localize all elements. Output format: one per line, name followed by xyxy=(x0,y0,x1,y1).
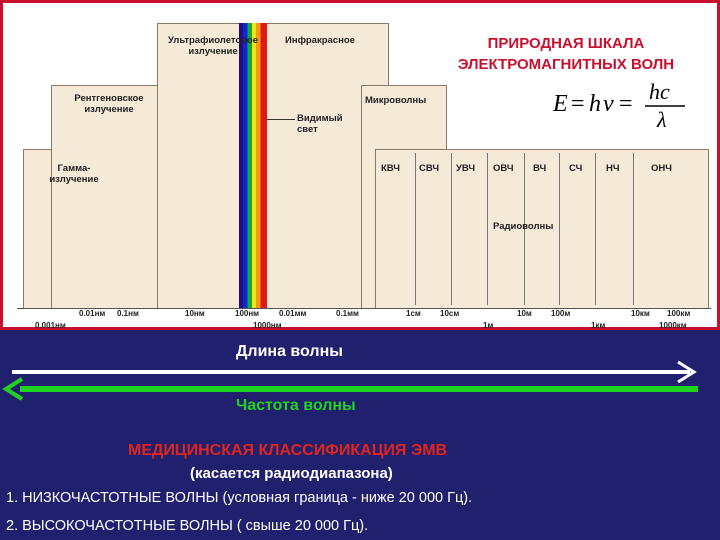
tick-0-01nm: 0.01нм xyxy=(79,309,106,318)
visible-light-label xyxy=(297,113,343,135)
formula-e: E xyxy=(553,91,568,117)
tick-1km: 1км xyxy=(591,321,606,330)
tick-1000km: 1000км xyxy=(659,321,687,330)
tick-100nm: 100нм xyxy=(235,309,260,318)
photon-energy-formula xyxy=(551,79,701,129)
formula-nu: ν xyxy=(603,91,614,117)
band-uhf: УВЧ xyxy=(456,163,476,174)
visible-spectrum-rainbow xyxy=(239,23,267,309)
formula-numerator: hc xyxy=(649,79,670,104)
tick-100km: 100км xyxy=(667,309,691,318)
gamma-label-line1: Гамма- xyxy=(57,163,91,174)
diagram-title-line2: ЭЛЕКТРОМАГНИТНЫХ ВОЛН xyxy=(457,56,675,73)
gamma-label xyxy=(33,163,115,185)
classification-item-low-frequency: 1. НИЗКОЧАСТОТНЫЕ ВОЛНЫ (условная граница - ниже 20 000 Гц). xyxy=(6,490,473,506)
band-shf: СВЧ xyxy=(419,163,440,174)
frequency-label: Частота волны xyxy=(236,397,356,414)
formula-eq2: = xyxy=(619,91,633,117)
tick-0-001nm: 0.001нм xyxy=(35,321,66,330)
tick-1m: 1м xyxy=(483,321,494,330)
band-separator xyxy=(633,153,634,305)
band-hf: ВЧ xyxy=(533,163,547,174)
formula-eq1: = xyxy=(571,91,585,117)
band-lf: НЧ xyxy=(606,163,620,174)
visible-light-label-line2: свет xyxy=(297,124,318,135)
formula-h: h xyxy=(589,91,601,117)
classification-item-high-frequency: 2. ВЫСОКОЧАСТОТНЫЕ ВОЛНЫ ( свыше 20 000 Гц). xyxy=(6,518,369,534)
tick-0-1nm: 0.1нм xyxy=(117,309,139,318)
tick-100m: 100м xyxy=(551,309,571,318)
visible-light-label-line1: Видимый xyxy=(297,113,343,124)
ultraviolet-block xyxy=(157,23,245,309)
tick-1cm: 1см xyxy=(406,309,421,318)
classification-subtitle: (касается радиодиапазона) xyxy=(190,465,393,482)
band-vhf: ОВЧ xyxy=(493,163,514,174)
radio-label: Радиоволны xyxy=(493,221,554,232)
infrared-label: Инфракрасное xyxy=(285,35,355,46)
band-separator xyxy=(487,153,488,305)
tick-0-1mm: 0.1мм xyxy=(336,309,359,318)
xray-label xyxy=(53,93,165,115)
formula-denominator: λ xyxy=(657,107,667,129)
tick-1000nm: 1000нм xyxy=(253,321,282,330)
band-separator xyxy=(451,153,452,305)
tick-10cm: 10см xyxy=(440,309,460,318)
microwave-label: Микроволны xyxy=(365,95,427,106)
ultraviolet-label xyxy=(153,35,273,57)
ultraviolet-label-line1: Ультрафиолетовое xyxy=(167,35,258,46)
tick-10m: 10м xyxy=(517,309,532,318)
frequency-arrow xyxy=(0,377,720,401)
band-separator xyxy=(415,153,416,305)
band-separator xyxy=(559,153,560,305)
tick-0-01mm: 0.01мм xyxy=(279,309,307,318)
xray-label-line2: излучение xyxy=(84,104,134,115)
diagram-title xyxy=(421,33,711,75)
band-separator xyxy=(595,153,596,305)
xray-label-line1: Рентгеновское xyxy=(74,93,144,104)
classification-title: МЕДИЦИНСКАЯ КЛАССИФИКАЦИЯ ЭМВ xyxy=(128,442,448,459)
tick-10nm: 10нм xyxy=(185,309,205,318)
band-vlf: ОНЧ xyxy=(651,163,672,174)
ultraviolet-label-line2: излучение xyxy=(188,46,238,57)
wavelength-label: Длина волны xyxy=(236,343,343,360)
band-ehf: КВЧ xyxy=(381,163,400,174)
visible-light-pointer xyxy=(267,119,295,120)
diagram-title-line1: ПРИРОДНАЯ ШКАЛА xyxy=(487,35,645,52)
band-mf: СЧ xyxy=(569,163,583,174)
tick-10km: 10км xyxy=(631,309,650,318)
gamma-label-line2: излучение xyxy=(49,174,99,185)
